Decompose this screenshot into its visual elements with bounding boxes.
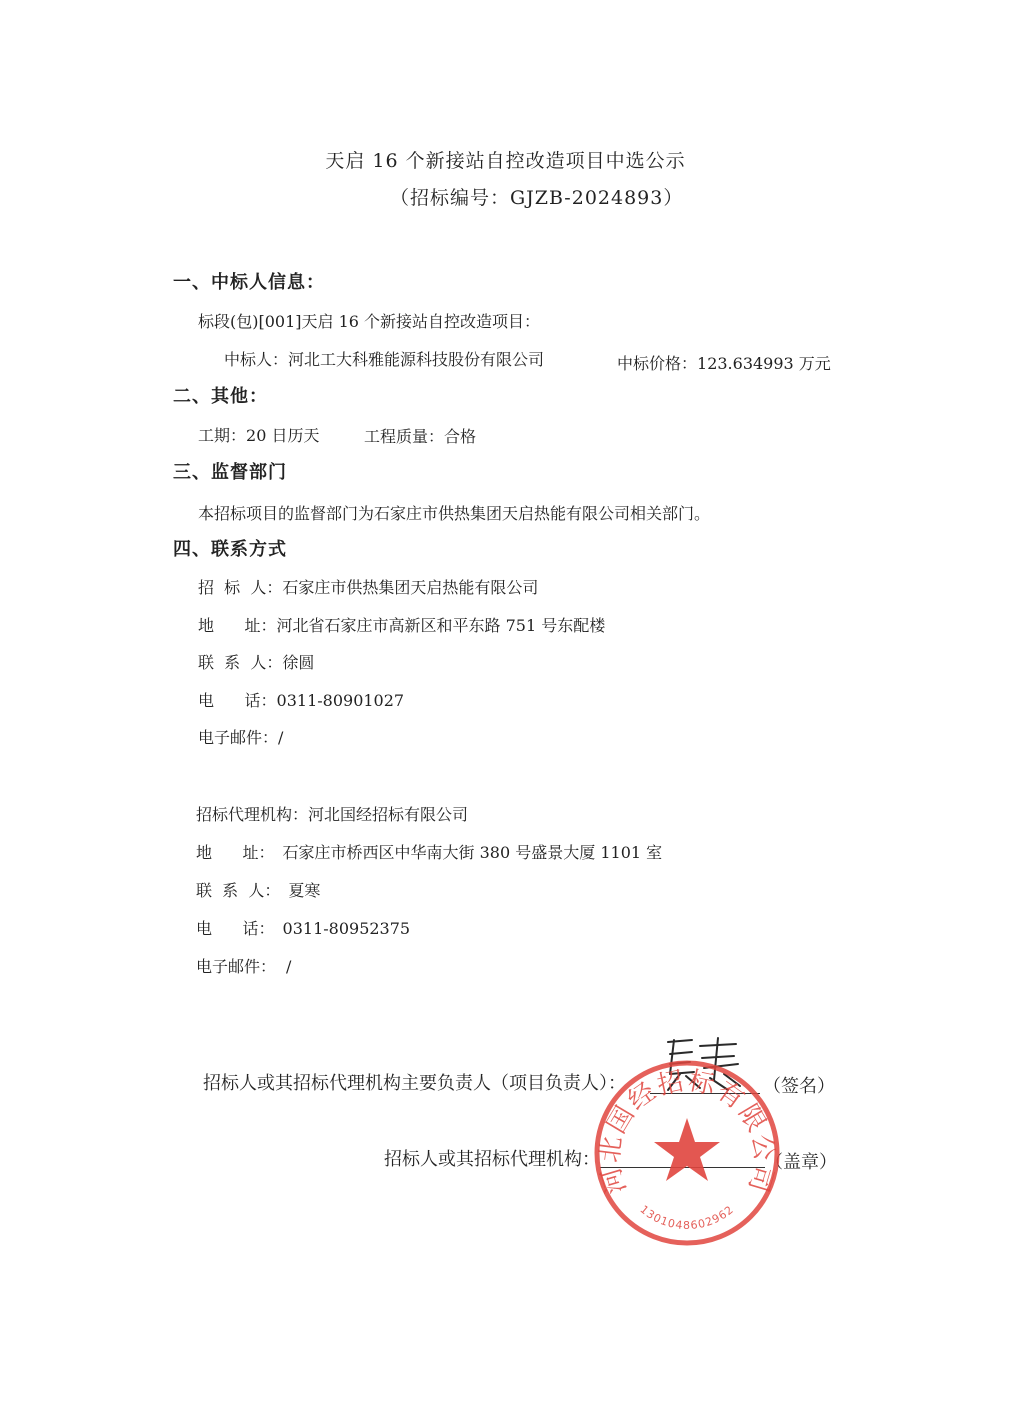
tenderer-name: 石家庄市供热集团天启热能有限公司 (282, 578, 539, 597)
agency-phone: 0311-80952375 (282, 919, 411, 938)
seal-number: 1301048602962 (637, 1202, 737, 1233)
tenderer-phone: 0311-80901027 (276, 691, 405, 710)
quality-label: 工程质量： (364, 427, 445, 446)
tenderer-contact-line (198, 650, 314, 673)
tenderer-contact: 徐圆 (282, 653, 315, 672)
agency-contact-label: 联 系 人： (196, 881, 281, 900)
section-heading-contact: 四、联系方式 (173, 539, 287, 560)
tenderer-contact-label: 联 系 人： (198, 653, 283, 672)
agency-email: / (286, 957, 292, 976)
agency-contact: 夏寒 (288, 881, 321, 900)
agency-name-line (196, 802, 468, 825)
supervision-text: 本招标项目的监督部门为石家庄市供热集团天启热能有限公司相关部门。 (198, 504, 711, 523)
price-value: 123.634993 万元 (697, 354, 831, 373)
quality-line (364, 424, 476, 447)
period-value: 20 日历天 (246, 426, 320, 445)
tenderer-name-label: 招 标 人： (198, 578, 283, 597)
tenderer-email-label: 电子邮件： (198, 728, 279, 747)
section-heading-winner: 一、中标人信息： (173, 272, 325, 293)
lot-description: 标段(包)[001]天启 16 个新接站自控改造项目： (198, 312, 541, 331)
period-line (198, 423, 319, 446)
winner-line (224, 347, 544, 370)
tenderer-phone-label: 电 话： (198, 691, 277, 710)
agency-name: 河北国经招标有限公司 (308, 805, 469, 824)
agency-address-line (196, 840, 662, 863)
price-label: 中标价格： (617, 354, 698, 373)
winner-name: 河北工大科雅能源科技股份有限公司 (288, 350, 545, 369)
quality-value: 合格 (444, 427, 477, 446)
person-signature-suffix: （签名） (763, 1076, 835, 1097)
agency-address-label: 地 址： (196, 843, 275, 862)
tenderer-name-line (198, 575, 538, 598)
section-heading-supervision: 三、监督部门 (173, 462, 287, 483)
agency-name-label: 招标代理机构： (196, 805, 309, 824)
agency-phone-label: 电 话： (196, 919, 275, 938)
winner-label: 中标人： (224, 350, 289, 369)
tenderer-email-line (198, 725, 283, 748)
tenderer-phone-line (198, 688, 404, 711)
price-line (617, 351, 831, 374)
tenderer-address: 河北省石家庄市高新区和平东路 751 号东配楼 (276, 616, 606, 635)
person-signature-label: 招标人或其招标代理机构主要负责人（项目负责人）： (203, 1073, 626, 1094)
agency-phone-line (196, 916, 410, 939)
org-seal-label: 招标人或其招标代理机构： (384, 1149, 600, 1170)
agency-address: 石家庄市桥西区中华南大街 380 号盛景大厦 1101 室 (282, 843, 663, 862)
agency-contact-line (196, 878, 320, 901)
seal-text: 河北国经招标有限公司 (594, 1066, 780, 1198)
company-seal (592, 1058, 782, 1248)
agency-email-label: 电子邮件： (196, 957, 277, 976)
document-subtitle: （招标编号：GJZB-2024893） (390, 187, 684, 209)
section-heading-other: 二、其他： (173, 386, 268, 407)
tenderer-address-label: 地 址： (198, 616, 277, 635)
org-seal-suffix: （盖章） (765, 1152, 837, 1173)
tenderer-email: / (278, 728, 284, 747)
tenderer-address-line (198, 613, 605, 636)
agency-email-line (196, 954, 291, 977)
document-title: 天启 16 个新接站自控改造项目中选公示 (325, 150, 686, 172)
svg-text:1301048602962 (638, 1203, 737, 1232)
period-label: 工期： (198, 426, 247, 445)
